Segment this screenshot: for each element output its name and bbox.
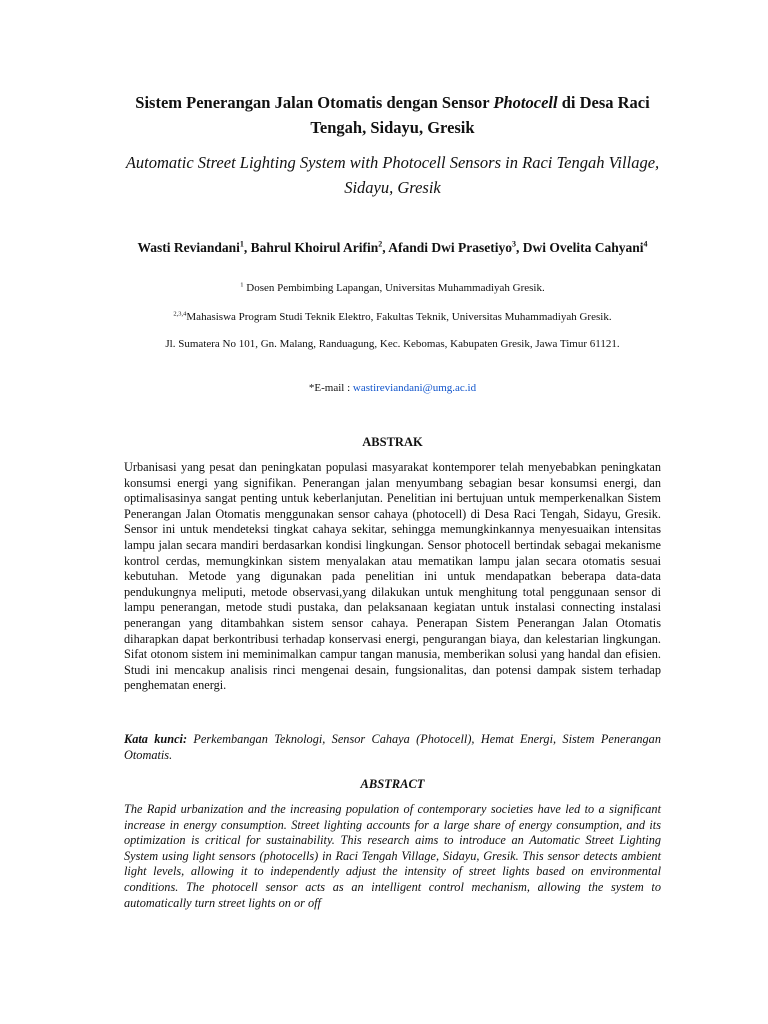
author-affiliation-marker: 4 (643, 239, 648, 249)
author-list (124, 238, 661, 258)
affiliation-1 (124, 280, 661, 297)
title-part1: Sistem Penerangan Jalan Otomatis dengan Sensor (135, 93, 494, 112)
author-separator: , (382, 240, 389, 255)
affiliation-2 (124, 309, 661, 326)
affiliation-2-text: Mahasiswa Program Studi Teknik Elektro, Fakultas Teknik, Universitas Muhammadiyah Gresik. (186, 311, 612, 323)
title-part2: di Desa Raci Tengah, Sidayu, Gresik (310, 93, 650, 137)
author-name: Dwi Ovelita Cahyani (522, 240, 644, 255)
abstract-body: The Rapid urbanization and the increasing population of contemporary societies have led to a significant increase in energy consumption. Street lighting accounts for a large share of energy consumption, and its optimization is critical for sustainability. This research aims to introduce an Automatic Street Lighting System using light sensors (photocells) in Raci Tengah Village, Sidayu, Gresik. This sensor detects ambient light levels, allowing it to independently adjust the intensity of street lights based on environmental conditions. The photocell sensor acts as an intelligent control mechanism, allowing the system to automatically turn street lights on or off (124, 802, 661, 910)
keywords-text: Perkembangan Teknologi, Sensor Cahaya (Photocell), Hemat Energi, Sistem Penerangan Otomatis. (124, 732, 661, 762)
email-line (124, 380, 661, 397)
abstrak-heading: ABSTRAK (362, 435, 423, 449)
author-separator: , (243, 240, 251, 255)
abstrak-body: Urbanisasi yang pesat dan peningkatan populasi masyarakat kontemporer telah menyebabkan peningkatan konsumsi energi yang signifikan. Penerangan jalan menyumbang sebagian besar konsumsi energi, dan optimalisasinya sangat penting untuk keberlanjutan. Penelitian ini bertujuan untuk memperkenalkan Sistem Penerangan Jalan Otomatis menggunakan sensor cahaya (photocell) di Desa Raci Tengah, Sidayu, Gresik. Sensor ini untuk mendeteksi tingkat cahaya sekitar, sehingga memungkinkannya menyesuaikan intensitas lampu jalan secara mandiri berdasarkan kondisi lingkungan. Sensor photocell bertindak sebagai mekanisme kontrol cerdas, memungkinkan sistem menyalakan atau mematikan lampu jalan secara otomatis sesuai kebutuhan. Metode yang digunakan pada penelitian ini untuk mendapatkan beberapa data-data pendukungnya meliputi, metode observasi,yang dilakukan untuk menghitung total penggunaan sensor di lampu penerangan, metode studi pustaka, dan pelaksanaan kegiatan untuk instalasi connecting instalasi penerangan yang ditambahkan sistem sensor cahaya. Penerapan Sistem Penerangan Jalan Otomatis diharapkan dapat berkontribusi terhadap konservasi energi, pengurangan biaya, dan kelestarian lingkungan. Sifat otonom sistem ini meminimalkan campur tangan manusia, memberikan solusi yang handal dan efisien. Studi ini mencakup analisis rinci mengenai desain, fungsionalitas, dan potensi dampak sistem terhadap penghematan energi. (124, 460, 661, 693)
keywords-label: Kata kunci: (124, 732, 188, 746)
author-name: Afandi Dwi Prasetiyo (388, 240, 512, 255)
address: Jl. Sumatera No 101, Gn. Malang, Randuagung, Kec. Kebomas, Kabupaten Gresik, Jawa Timur 61121. (165, 338, 620, 350)
email-label: *E-mail : (308, 382, 353, 394)
author-affiliation-marker: 2 (378, 239, 383, 249)
author-affiliation-marker: 1 (239, 239, 244, 249)
affiliation-2-marker: 2,3,4 (173, 310, 187, 318)
affiliation-1-text: Dosen Pembimbing Lapangan, Universitas Muhammadiyah Gresik. (243, 282, 545, 294)
affiliation-1-marker: 1 (240, 281, 244, 289)
email-link[interactable]: wastireviandani@umg.ac.id (352, 382, 477, 394)
paper-subtitle: Automatic Street Lighting System with Photocell Sensors in Raci Tengah Village, Sidayu, Gresik (125, 153, 660, 197)
title-italic-term: Photocell (493, 93, 558, 112)
author-name: Wasti Reviandani (137, 240, 240, 255)
abstract-heading: ABSTRACT (360, 777, 425, 791)
author-name: Bahrul Khoirul Arifin (250, 240, 379, 255)
author-affiliation-marker: 3 (511, 239, 516, 249)
paper-title (124, 90, 661, 140)
keywords (124, 732, 661, 763)
author-separator: , (515, 240, 523, 255)
